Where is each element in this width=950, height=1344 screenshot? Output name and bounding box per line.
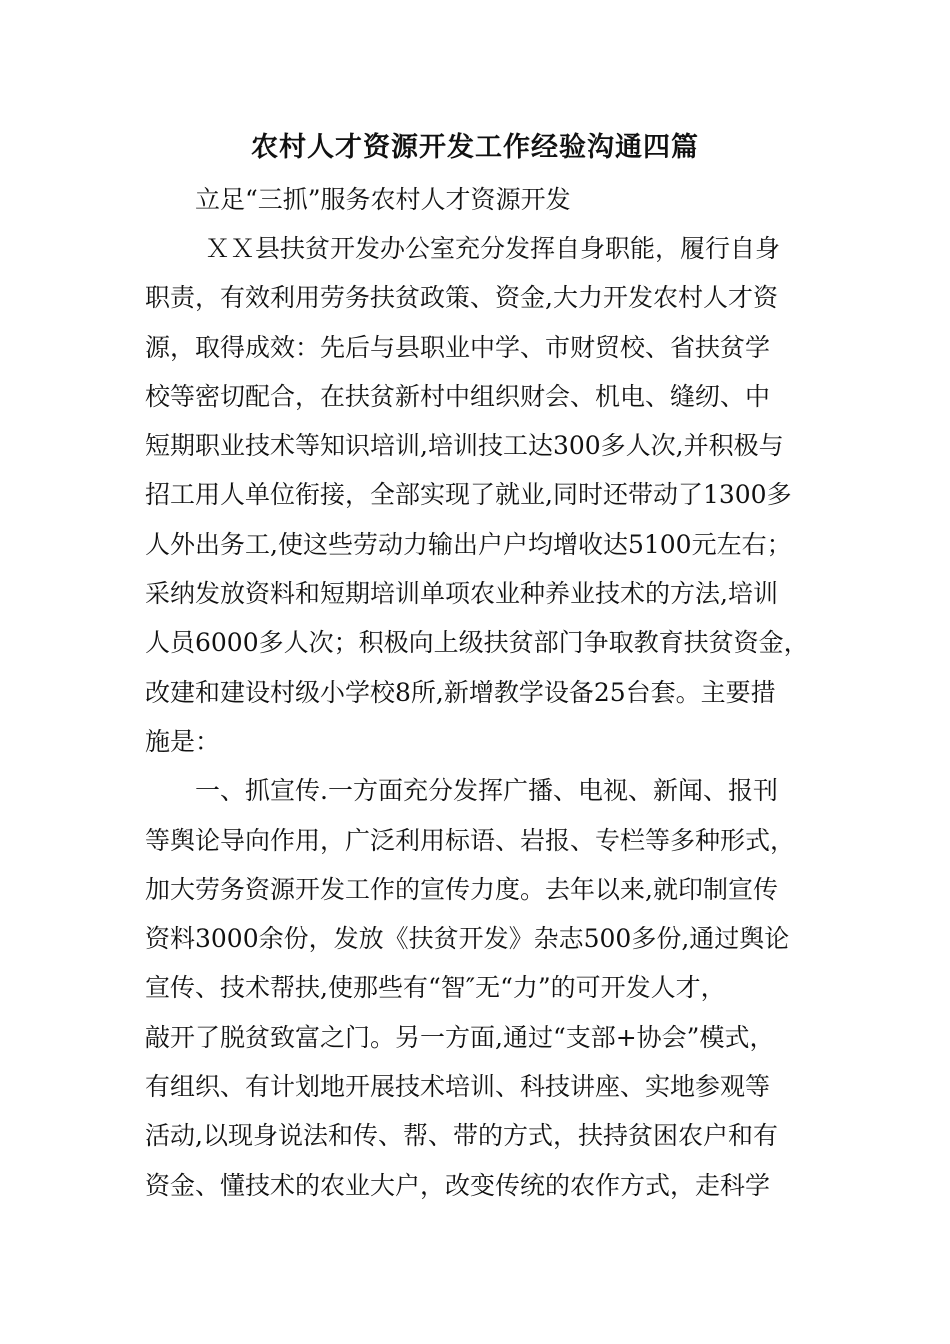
body-line: 改建和建设村级小学校8所,新增教学设备25台套。主要措 [145, 677, 776, 707]
body-line: ＸＸ县扶贫开发办公室充分发挥自身职能，履行自身 [205, 234, 781, 263]
body-line: 职责，有效利用劳务扶贫政策、资金,大力开发农村人才资 [145, 283, 778, 313]
body-line: 采纳发放资料和短期培训单项农业种养业技术的方法,培训 [145, 579, 778, 609]
body-line: 有组织、有计划地开展技术培训、科技讲座、实地参观等 [145, 1072, 771, 1102]
body-line: 人员6000多人次；积极向上级扶贫部门争取教育扶贫资金， [145, 628, 809, 658]
body-line: 施是： [145, 726, 221, 756]
body-line: 宣传、技术帮扶,使那些有“智″无“力”的可开发人才， [145, 973, 726, 1003]
document-subtitle: 立足“三抓”服务农村人才资源开发 [195, 185, 571, 214]
document-body [145, 224, 810, 1210]
body-line: 源，取得成效：先后与县职业中学、市财贸校、省扶贫学 [145, 332, 771, 362]
body-line: 等舆论导向作用，广泛利用标语、岩报、专栏等多种形式， [145, 825, 796, 855]
body-line: 人外出务工,使这些劳动力输出户户均增收达5100元左右； [145, 529, 792, 559]
body-line: 招工用人单位衔接，全部实现了就业,同时还带动了1300多 [145, 480, 792, 510]
body-line: 一、抓宣传.一方面充分发挥广播、电视、新闻、报刊 [195, 776, 778, 806]
body-line: 加大劳务资源开发工作的宣传力度。去年以来,就印制宣传 [145, 874, 778, 904]
body-line: 敲开了脱贫致富之门。另一方面,通过“支部+协会”模式， [145, 1022, 775, 1052]
body-line: 活动,以现身说法和传、帮、带的方式，扶持贫困农户和有 [145, 1121, 778, 1151]
body-line: 校等密切配合，在扶贫新村中组织财会、机电、缝纫、中 [145, 381, 771, 411]
body-line: 资金、懂技术的农业大户，改变传统的农作方式，走科学 [145, 1170, 771, 1200]
document-title: 农村人才资源开发工作经验沟通四篇 [251, 132, 699, 163]
body-line: 短期职业技术等知识培训,培训技工达300多人次,并积极与 [145, 431, 784, 461]
body-line: 资料3000余份，发放《扶贫开发》杂志500多份,通过舆论 [145, 924, 790, 954]
